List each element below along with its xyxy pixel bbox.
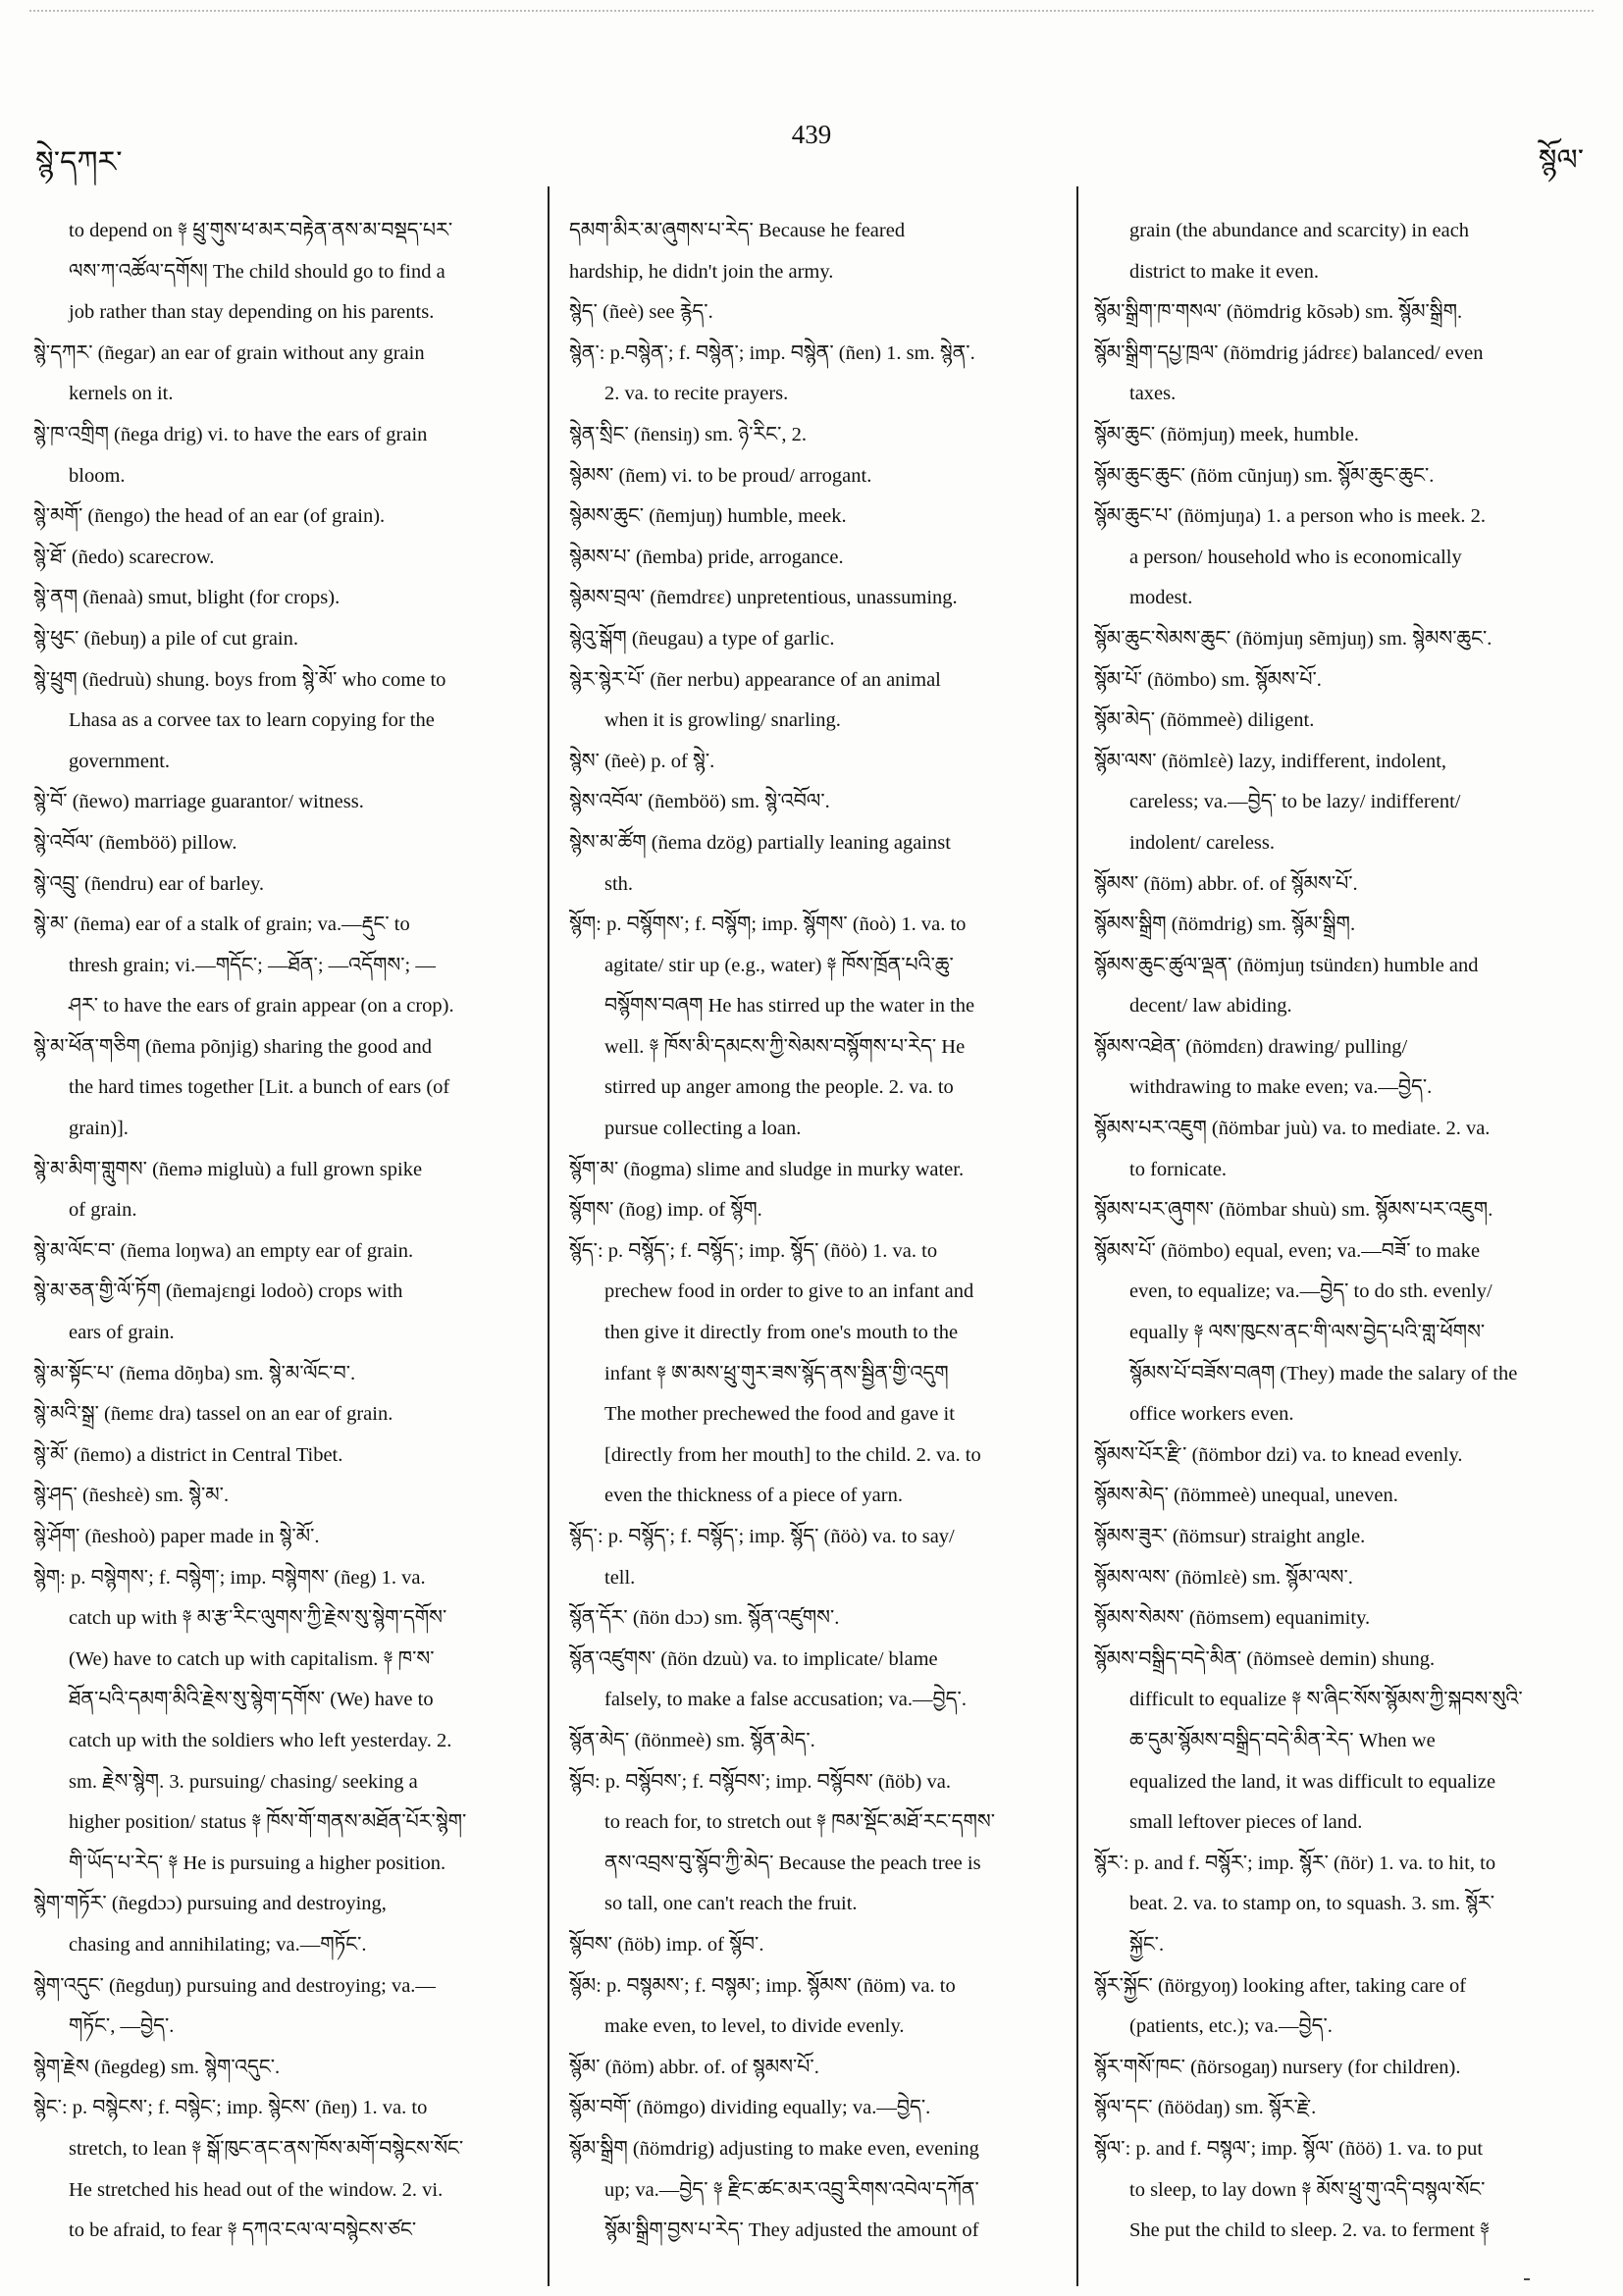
entry-line: སྙེམས་པ་ (ñemba) pride, arrogance. — [569, 546, 844, 568]
entry-line: སྙེ་ཤོག་ (ñeshoò) paper made in སྙེ་མོ་. — [33, 1526, 320, 1547]
entry-line: སྙེ་མ་མིག་གླུགས་ (ñemə migluù) a full grown spike — [33, 1158, 423, 1180]
entry-line: སྙེ་མའི་སྒྲ་ (ñemɛ dra) tassel on an ear of grain. — [33, 1403, 393, 1426]
entry-line: thresh grain; vi.—གདོང་; —ཐོན་; —འདོགས་; — — [69, 954, 436, 976]
dictionary-column-2 — [569, 211, 1079, 2252]
entry-line: སྙོམ་བགོ་ (ñömgo) dividing equally; va.—བྱེད་. — [569, 2097, 931, 2119]
entry-line: to fornicate. — [1129, 1158, 1228, 1180]
dictionary-column-1 — [33, 211, 544, 2252]
entry-line: སྙོར་: p. and f. བསྙོར་; imp. སྙོར་ (ñör) 1. va. to hit, to — [1094, 1852, 1496, 1874]
entry-line: ལས་ཀ་འཚོལ་དགོས། The child should go to find a — [69, 260, 445, 283]
entry-line: སྙེང་: p. བསྙེངས་; f. བསྙེང་; imp. སྙེངས་ (ñeŋ) 1. va. to — [33, 2097, 428, 2119]
entry-line: སྙེ་འབྲུ་ (ñendru) ear of barley. — [33, 872, 265, 895]
entry-line: སྙེས་མ་ཚོག (ñema dzög) partially leaning against — [569, 831, 951, 854]
entry-line: catch up with the soldiers who left yesterday. 2. — [69, 1729, 452, 1751]
entry-line: བསྙོགས་བཞག He has stirred up the water in the — [604, 995, 975, 1018]
entry-line: སྙེར་སྙེར་པོ་ (ñer nerbu) appearance of an animal — [569, 668, 941, 691]
entry-line: ཤར་ to have the ears of grain appear (on a crop). — [69, 995, 454, 1018]
entry-line: job rather than stay depending on his parents. — [69, 301, 435, 324]
entry-line: སྙོམས་ལས་ (ñömlɛè) sm. སྙོམ་ལས་. — [1094, 1566, 1353, 1589]
entry-line: སྙེག: p. བསྙེགས་; f. བསྙེག་; imp. བསྙེགས་ (ñeg) 1. va. — [33, 1566, 426, 1589]
entry-line: སྙོམས་ (ñöm) abbr. of. of སྙོམས་པོ་. — [1094, 872, 1358, 895]
entry-line: སྙེམས་བྲལ་ (ñemdrɛɛ) unpretentious, unassuming. — [569, 587, 958, 609]
entry-line: སྙེམས་ (ñem) vi. to be proud/ arrogant. — [569, 464, 872, 487]
dictionary-column-3 — [1094, 211, 1604, 2252]
entry-line: སྙོག་མ་ (ñogma) slime and sludge in murky water. — [569, 1158, 965, 1180]
entry-line: སྙེ་ཐོ་ (ñedo) scarecrow. — [33, 546, 215, 568]
entry-line: སྐྱོང་. — [1129, 1933, 1165, 1956]
page-number: 439 — [791, 120, 832, 149]
entry-line: make even, to level, to divide evenly. — [604, 2015, 905, 2038]
entry-line: སྙེ་མགོ་ (ñengo) the head of an ear (of grain). — [33, 505, 386, 528]
entry-line: སྙོན་མེད་ (ñönmeè) sm. སྙོན་མེད་. — [569, 1729, 815, 1751]
entry-line: སྙེ་ཕུང་ (ñebuŋ) a pile of cut grain. — [33, 627, 298, 650]
entry-line: Lhasa as a corvee tax to learn copying for the — [69, 709, 435, 732]
entry-line: when it is growling/ snarling. — [604, 709, 841, 732]
entry-line: well. ༈ ཁོས་མི་དམངས་ཀྱི་སེམས་བསྙོགས་པ་རེད་ He — [604, 1035, 966, 1058]
entry-line: སྙེ་མོ་ (ñemo) a district in Central Tibet. — [33, 1443, 343, 1466]
entry-line: སྙོམས་འཐེན་ (ñömdɛn) drawing/ pulling/ — [1094, 1035, 1408, 1058]
entry-line: དམག་མིར་མ་ཞུགས་པ་རེད་ Because he feared — [569, 220, 906, 241]
entry-line: He stretched his head out of the window. 2. vi. — [69, 2178, 444, 2201]
top-border — [29, 10, 1594, 14]
entry-line: government. — [69, 750, 171, 772]
entry-line: སྙོག: p. བསྙོགས་; f. བསྙོག; imp. སྙོགས་ (ñoò) 1. va. to — [569, 913, 967, 936]
entry-line: sm. རྗེས་སྙེག. 3. pursuing/ chasing/ seeking a — [69, 1770, 418, 1793]
entry-line: even, to equalize; va.—བྱེད་ to do sth. evenly/ — [1129, 1280, 1492, 1303]
entry-line: སྙོམས་མེད་ (ñömmeè) unequal, uneven. — [1094, 1485, 1398, 1507]
entry-line: (We) have to catch up with capitalism. ༈ ཁ་ས་ — [69, 1647, 435, 1670]
entry-line: སྙོམས་པོ་བཟོས་བཞག (They) made the salary of the — [1129, 1362, 1518, 1384]
entry-line: difficult to equalize ༈ ས་ཞིང་སོས་སྙོམས་ཀྱི་སྐབས་སུའི་ — [1129, 1689, 1523, 1711]
entry-line: སྙོགས་ (ñog) imp. of སྙོག. — [569, 1199, 762, 1222]
entry-line: She put the child to sleep. 2. va. to ferment ༈ — [1129, 2219, 1491, 2242]
entry-line: སྙེ་ཕྲུག (ñedruù) shung. boys from སྙེ་མོ་ who come to — [33, 668, 446, 691]
entry-line: སྙེས་འབོལ་ (ñemböö) sm. སྙེ་འབོལ་. — [569, 791, 830, 813]
entry-line: so tall, one can't reach the fruit. — [604, 1893, 858, 1915]
entry-line: སྙོམ་ལས་ (ñömlɛè) lazy, indifferent, indolent, — [1094, 750, 1447, 772]
entry-line: grain (the abundance and scarcity) in each — [1129, 220, 1470, 241]
entry-line: modest. — [1129, 587, 1193, 609]
corner-mark — [1524, 2278, 1530, 2280]
entry-line: equally ༈ ལས་ཁུངས་ནང་གི་ལས་བྱེད་པའི་གླ་ཕོགས་ — [1129, 1322, 1486, 1344]
entry-line: སྙོད་: p. བསྙོད་; f. བསྙོད་; imp. སྙོད་ (ñöò) 1. va. to — [569, 1239, 938, 1262]
entry-line: སྙོབ: p. བསྙོབས་; f. བསྙོབས་; imp. བསྙོབས་ (ñöb) va. — [569, 1770, 951, 1793]
entry-line: སྙོམས་པར་ཞུགས་ (ñömbar shuù) sm. སྙོམས་པར་འཇུག. — [1094, 1199, 1493, 1222]
entry-line: སྙོམས་བསྒྲིད་བདེ་མིན་ (ñömseè demin) shung. — [1094, 1647, 1436, 1670]
entry-line: སྙོན་དོར་ (ñön dɔɔ) sm. སྙོན་འཛུགས་. — [569, 1607, 840, 1630]
entry-line: སྙེ་བོ་ (ñewo) marriage guarantor/ witness. — [33, 791, 364, 813]
entry-line: སྙོན་འཛུགས་ (ñön dzuù) va. to implicate/ blame — [569, 1647, 938, 1670]
entry-line: སྙོར་གསོ་ཁང་ (ñörsogaŋ) nursery (for children). — [1094, 2056, 1461, 2078]
entry-line: སྙོམ་ཆུང་ཆུང་ (ñöm cũnjuŋ) sm. སྙོམ་ཆུང་ཆུང་. — [1094, 464, 1435, 487]
entry-line: to depend on ༈ ཕྲུ་གུས་ཕ་མར་བརྟེན་ནས་མ་བསྡད་པར་ — [69, 220, 453, 241]
entry-line: སྙོབས་ (ñöb) imp. of སྙོབ་. — [569, 1933, 764, 1956]
entry-line: སྙེ་མ་ལོང་བ་ (ñema loŋwa) an empty ear of grain. — [33, 1239, 414, 1262]
entry-line: སྙོམ་སྒྲིག (ñömdrig) adjusting to make even, evening — [569, 2137, 979, 2160]
entry-line: ནས་འབྲས་བུ་སྙོབ་ཀྱི་མེད་ Because the peach tree is — [604, 1852, 981, 1874]
entry-line: ears of grain. — [69, 1322, 175, 1344]
entry-line: སྙོམ་པོ་ (ñömbo) sm. སྙོམས་པོ་. — [1094, 668, 1322, 691]
entry-line: to be afraid, to fear ༈ དཀའ་ངལ་ལ་བསྙེངས་ཙང་ — [69, 2219, 417, 2242]
entry-line: of grain. — [69, 1199, 137, 1222]
right-running-head: སྙོལ་ — [1538, 144, 1584, 177]
entry-line: སྙེ་ཤད་ (ñeshɛè) sm. སྙེ་མ་. — [33, 1485, 230, 1507]
entry-line: equalized the land, it was difficult to equalize — [1129, 1770, 1496, 1793]
entry-line: སྙོལ་: p. and f. བསྙལ་; imp. སྙོལ་ (ñöö) 1. va. to put — [1094, 2137, 1484, 2160]
entry-line: སྙེག་གཏོར་ (ñegdɔɔ) pursuing and destroying, — [33, 1893, 387, 1915]
entry-line: beat. 2. va. to stamp on, to squash. 3. sm. སྙོར་ — [1129, 1893, 1495, 1915]
entry-line: སྙེས་ (ñeè) p. of སྙེ་. — [569, 750, 715, 772]
left-running-head: སྙེ་དཀར་ — [35, 146, 123, 179]
entry-line: སྙེའུ་སྒོག (ñeugau) a type of garlic. — [569, 627, 835, 650]
entry-line: pursue collecting a loan. — [604, 1118, 802, 1140]
entry-line: སྙེ་འབོལ་ (ñemböö) pillow. — [33, 831, 237, 854]
entry-line: decent/ law abiding. — [1129, 995, 1292, 1018]
entry-line: སྙོམ་སྒྲིག་ཁ་གསལ་ (ñömdrig kõsəb) sm. སྙོམ་སྒྲིག. — [1094, 301, 1463, 324]
entry-line: སྙེད་ (ñeè) see རྙེད་. — [569, 301, 713, 324]
entry-line: up; va.—བྱེད་ ༈ རྫིང་ཚང་མར་འབྲུ་རིགས་འབེལ་དཀོན་ — [604, 2178, 979, 2201]
entry-line: The mother prechewed the food and gave it — [604, 1403, 955, 1426]
entry-line: to sleep, to lay down ༈ མོས་ཕྲུ་གུ་འདི་བསྙལ་སོང་ — [1129, 2178, 1486, 2201]
entry-line: (patients, etc.); va.—བྱེད་. — [1129, 2015, 1333, 2038]
entry-line: སྙེམས་ཆུང་ (ñemjuŋ) humble, meek. — [569, 505, 847, 528]
entry-line: སྙེན་: p.བསྙེན་; f. བསྙེན་; imp. བསྙེན་ (ñen) 1. sm. སྙེན་. — [569, 341, 975, 364]
entry-line: སྙོམས་ཆུང་ཚུལ་ལྡན་ (ñömjuŋ tsündɛn) humble and — [1094, 954, 1479, 976]
entry-line: indolent/ careless. — [1129, 831, 1276, 854]
entry-line: སྙོམ་མེད་ (ñömmeè) diligent. — [1094, 709, 1315, 732]
entry-line: stirred up anger among the people. 2. va. to — [604, 1076, 954, 1099]
entry-line: prechew food in order to give to an infant and — [604, 1280, 974, 1303]
entry-line: གཏོང་, —བྱེད་. — [69, 2015, 175, 2038]
entry-line: སྙེ་མ་ (ñema) ear of a stalk of grain; va.—རྡུང་ to — [33, 913, 410, 936]
entry-line: agitate/ stir up (e.g., water) ༈ ཁོས་ཁྲོན་པའི་ཆུ་ — [604, 954, 954, 976]
entry-line: stretch, to lean ༈ སྒོ་ཁུང་ནང་ནས་ཁོས་མགོ་བསྙེངས་སོང་ — [69, 2137, 464, 2160]
entry-line: 2. va. to recite prayers. — [604, 383, 789, 405]
entry-line: [directly from her mouth] to the child. 2. va. to — [604, 1443, 981, 1466]
entry-line: སྙོམ་ཆུང་སེམས་ཆུང་ (ñömjuŋ sẽmjuŋ) sm. སྙེམས་ཆུང་. — [1094, 627, 1492, 650]
entry-line: སྙོམ་ཆུང་པ་ (ñömjuŋa) 1. a person who is meek. 2. — [1094, 505, 1486, 528]
entry-line: taxes. — [1129, 383, 1177, 405]
entry-line: chasing and annihilating; va.—གཏོང་. — [69, 1933, 367, 1956]
entry-line: then give it directly from one's mouth to the — [604, 1322, 959, 1344]
entry-line: སྙེ་མ་ཕོན་གཅིག (ñema põnjig) sharing the good and — [33, 1035, 433, 1058]
entry-line: སྙེ་ཁ་འགྲིག (ñega drig) vi. to have the ears of grain — [33, 423, 428, 445]
entry-line: careless; va.—བྱེད་ to be lazy/ indifferent/ — [1129, 791, 1461, 813]
entry-line: སྙེ་མ་སྟོང་པ་ (ñema dõŋba) sm. སྙེ་མ་ལོང་བ་. — [33, 1362, 356, 1384]
entry-line: office workers even. — [1129, 1403, 1294, 1426]
entry-line: catch up with ༈ མ་རྩ་རིང་ལུགས་ཀྱི་རྗེས་སུ་སྙེག་དགོས་ — [69, 1607, 447, 1630]
entry-line: སྙེ་མ་ཅན་གྱི་ལོ་ཏོག (ñemajɛngi lodoò) crops with — [33, 1280, 403, 1303]
entry-line: སྙོམ་སྒྲིག་དཔྱ་ཁྲལ་ (ñömdrig jádrɛɛ) balanced/ even — [1094, 341, 1484, 364]
entry-line: small leftover pieces of land. — [1129, 1811, 1363, 1834]
entry-line: སྙོམས་ཟུར་ (ñömsur) straight angle. — [1094, 1526, 1366, 1547]
entry-line: withdrawing to make even; va.—བྱེད་. — [1129, 1076, 1433, 1099]
entry-line: སྙེག་རྗེས (ñegdeg) sm. སྙེག་འདུང་. — [33, 2056, 281, 2078]
entry-line: སྙེ་དཀར་ (ñegar) an ear of grain without any grain — [33, 341, 425, 364]
entry-line: སྙོད་: p. བསྙོད་; f. བསྙོད་; imp. སྙོད་ (ñöò) va. to say/ — [569, 1526, 955, 1547]
entry-line: སྙོར་སྐྱོང་ (ñörgyoŋ) looking after, taking care of — [1094, 1974, 1467, 1997]
entry-line: སྙོམ་ཆུང་ (ñömjuŋ) meek, humble. — [1094, 423, 1359, 445]
entry-line: district to make it even. — [1129, 260, 1319, 283]
entry-line: གི་ཡོད་པ་རེད་ ༈ He is pursuing a higher position. — [69, 1852, 446, 1874]
entry-line: སྙོམ: p. བསྙམས་; f. བསྙམ་; imp. སྙོམས་ (ñöm) va. to — [569, 1974, 956, 1997]
entry-line: སྙོམས་པོ་ (ñömbo) equal, even; va.—བཟོ་ to make — [1094, 1239, 1481, 1262]
entry-line: སྙེན་སྲིང་ (ñensiŋ) sm. ཉེ་རིང་, 2. — [569, 423, 808, 445]
entry-line: tell. — [604, 1566, 636, 1589]
entry-line: སྙོམ་སྒྲིག་བྱས་པ་རེད་ They adjusted the amount of — [604, 2219, 979, 2242]
column-divider — [548, 186, 550, 2286]
entry-line: སྙེ་ནག (ñenaà) smut, blight (for crops). — [33, 587, 340, 609]
entry-line: falsely, to make a false accusation; va.—བྱེད་. — [604, 1689, 967, 1711]
entry-line: སྙོམ་ (ñöm) abbr. of. of སྙམས་པོ་. — [569, 2056, 819, 2078]
entry-line: སྙེག་འདུང་ (ñegduŋ) pursuing and destroying; va.— — [33, 1974, 436, 1997]
entry-line: infant ༈ ཨ་མས་ཕྲུ་གུར་ཟས་སྙོད་ནས་སྦྱིན་གྱི་འདུག — [604, 1362, 949, 1384]
entry-line: the hard times together [Lit. a bunch of ears (of — [69, 1076, 450, 1099]
entry-line: སྙོམས་སྒྲིག (ñömdrig) sm. སྙོམ་སྒྲིག. — [1094, 913, 1356, 936]
entry-line: a person/ household who is economically — [1129, 546, 1462, 568]
entry-line: སྙོམས་པོར་རྫི་ (ñömbor dzi) va. to knead evenly. — [1094, 1443, 1463, 1466]
entry-line: kernels on it. — [69, 383, 174, 405]
entry-line: bloom. — [69, 464, 126, 487]
entry-line: grain)]. — [69, 1118, 129, 1140]
entry-line: ཆ་དུམ་སྙོམས་བསྒྲིད་བདེ་མིན་རེད་ When we — [1129, 1729, 1436, 1751]
entry-line: སྙོལ་དང་ (ñöödaŋ) sm. སྙོར་རྗེ་. — [1094, 2097, 1317, 2119]
entry-line: higher position/ status ༈ ཁོས་གོ་གནས་མཐོན་པོར་སྙེག་ — [69, 1811, 467, 1834]
entry-line: ཐོན་པའི་དམག་མིའི་རྗེས་སུ་སྙེག་དགོས་ (We) have to — [69, 1689, 434, 1711]
entry-line: སྙོམས་སེམས་ (ñömsem) equanimity. — [1094, 1607, 1371, 1630]
entry-line: even the thickness of a piece of yarn. — [604, 1485, 903, 1507]
entry-line: sth. — [604, 872, 634, 895]
entry-line: hardship, he didn't join the army. — [569, 260, 834, 283]
entry-line: སྙོམས་པར་འཇུག (ñömbar juù) va. to mediate. 2. va. — [1094, 1118, 1491, 1140]
entry-line: to reach for, to stretch out ༈ ཁམ་སྡོང་མཐོ་རང་དགས་ — [604, 1811, 996, 1834]
